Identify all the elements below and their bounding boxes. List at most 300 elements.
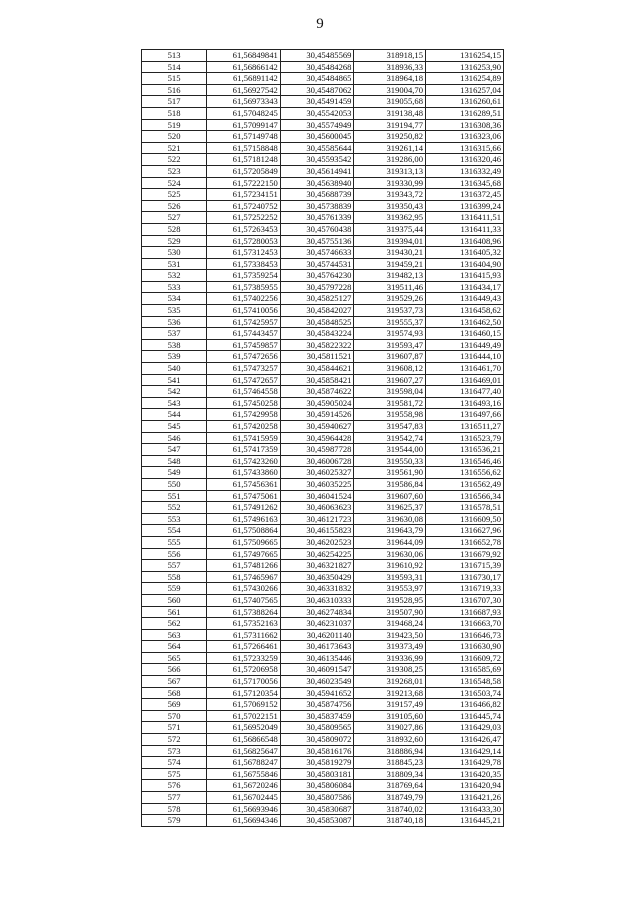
coord-b-cell: 30,45484865 xyxy=(280,73,354,85)
table-row xyxy=(142,200,504,212)
coord-b-cell: 30,45940627 xyxy=(280,421,354,433)
point-number-cell: 571 xyxy=(142,722,207,734)
coord-a-cell: 61,56952049 xyxy=(207,722,281,734)
table-row xyxy=(142,455,504,467)
point-number-cell: 518 xyxy=(142,107,207,119)
coord-b-cell: 30,46135446 xyxy=(280,652,354,664)
coord-b-cell: 30,45746633 xyxy=(280,247,354,259)
coord-y-cell: 1316730,17 xyxy=(426,571,504,583)
coord-y-cell: 1316254,15 xyxy=(426,50,504,62)
coord-x-cell: 318932,60 xyxy=(354,734,426,746)
coord-b-cell: 30,45819279 xyxy=(280,757,354,769)
point-number-cell: 554 xyxy=(142,525,207,537)
coord-a-cell: 61,57473257 xyxy=(207,363,281,375)
coord-x-cell: 319055,68 xyxy=(354,96,426,108)
coord-x-cell: 319138,48 xyxy=(354,107,426,119)
table-row xyxy=(142,386,504,398)
coord-y-cell: 1316257,04 xyxy=(426,84,504,96)
coord-b-cell: 30,46121723 xyxy=(280,513,354,525)
coord-a-cell: 61,57205849 xyxy=(207,165,281,177)
coord-y-cell: 1316646,73 xyxy=(426,629,504,641)
coord-a-cell: 61,56788247 xyxy=(207,757,281,769)
coord-a-cell: 61,57508864 xyxy=(207,525,281,537)
coord-y-cell: 1316460,15 xyxy=(426,328,504,340)
coord-b-cell: 30,45761339 xyxy=(280,212,354,224)
table-row xyxy=(142,618,504,630)
coord-a-cell: 61,57233259 xyxy=(207,652,281,664)
coord-b-cell: 30,45853087 xyxy=(280,815,354,827)
coord-a-cell: 61,57120354 xyxy=(207,687,281,699)
coord-a-cell: 61,57338453 xyxy=(207,258,281,270)
coord-x-cell: 319350,43 xyxy=(354,200,426,212)
coord-a-cell: 61,57415959 xyxy=(207,432,281,444)
coord-a-cell: 61,57266461 xyxy=(207,641,281,653)
table-row xyxy=(142,84,504,96)
coord-b-cell: 30,45797228 xyxy=(280,281,354,293)
point-number-cell: 561 xyxy=(142,606,207,618)
coord-y-cell: 1316462,50 xyxy=(426,316,504,328)
coord-a-cell: 61,57459857 xyxy=(207,339,281,351)
point-number-cell: 525 xyxy=(142,189,207,201)
coord-b-cell: 30,45614941 xyxy=(280,165,354,177)
point-number-cell: 557 xyxy=(142,560,207,572)
table-row xyxy=(142,513,504,525)
coord-x-cell: 319430,21 xyxy=(354,247,426,259)
coord-x-cell: 319586,84 xyxy=(354,478,426,490)
coord-x-cell: 318886,94 xyxy=(354,745,426,757)
table-row xyxy=(142,374,504,386)
coord-x-cell: 319550,33 xyxy=(354,455,426,467)
point-number-cell: 522 xyxy=(142,154,207,166)
coord-b-cell: 30,45941652 xyxy=(280,687,354,699)
coord-a-cell: 61,57465967 xyxy=(207,571,281,583)
coord-a-cell: 61,56694346 xyxy=(207,815,281,827)
point-number-cell: 566 xyxy=(142,664,207,676)
coord-b-cell: 30,45811521 xyxy=(280,351,354,363)
table-row xyxy=(142,652,504,664)
point-number-cell: 551 xyxy=(142,490,207,502)
table-row xyxy=(142,629,504,641)
coord-y-cell: 1316503,74 xyxy=(426,687,504,699)
point-number-cell: 546 xyxy=(142,432,207,444)
point-number-cell: 548 xyxy=(142,455,207,467)
point-number-cell: 569 xyxy=(142,699,207,711)
point-number-cell: 572 xyxy=(142,734,207,746)
coord-a-cell: 61,56720246 xyxy=(207,780,281,792)
coord-a-cell: 61,57206958 xyxy=(207,664,281,676)
coord-x-cell: 318749,79 xyxy=(354,792,426,804)
table-row xyxy=(142,154,504,166)
point-number-cell: 552 xyxy=(142,502,207,514)
page-number: 9 xyxy=(316,16,324,32)
coord-a-cell: 61,56693946 xyxy=(207,803,281,815)
point-number-cell: 519 xyxy=(142,119,207,131)
point-number-cell: 577 xyxy=(142,792,207,804)
coord-a-cell: 61,57240752 xyxy=(207,200,281,212)
table-row xyxy=(142,316,504,328)
point-number-cell: 553 xyxy=(142,513,207,525)
coord-x-cell: 319373,49 xyxy=(354,641,426,653)
coord-x-cell: 319213,68 xyxy=(354,687,426,699)
point-number-cell: 570 xyxy=(142,710,207,722)
coord-x-cell: 318918,15 xyxy=(354,50,426,62)
coord-b-cell: 30,45738839 xyxy=(280,200,354,212)
point-number-cell: 576 xyxy=(142,780,207,792)
point-number-cell: 547 xyxy=(142,444,207,456)
coord-b-cell: 30,45987728 xyxy=(280,444,354,456)
coord-a-cell: 61,57158848 xyxy=(207,142,281,154)
point-number-cell: 579 xyxy=(142,815,207,827)
coord-a-cell: 61,56825647 xyxy=(207,745,281,757)
coord-a-cell: 61,57491262 xyxy=(207,502,281,514)
point-number-cell: 556 xyxy=(142,548,207,560)
table-row xyxy=(142,757,504,769)
point-number-cell: 514 xyxy=(142,61,207,73)
table-row xyxy=(142,444,504,456)
table-row xyxy=(142,73,504,85)
coord-a-cell: 61,57149748 xyxy=(207,131,281,143)
coord-x-cell: 319004,70 xyxy=(354,84,426,96)
coord-a-cell: 61,57443457 xyxy=(207,328,281,340)
coord-x-cell: 319027,86 xyxy=(354,722,426,734)
coord-a-cell: 61,56866548 xyxy=(207,734,281,746)
coord-y-cell: 1316461,70 xyxy=(426,363,504,375)
coord-x-cell: 319558,98 xyxy=(354,409,426,421)
coord-y-cell: 1316445,21 xyxy=(426,815,504,827)
coord-b-cell: 30,45830687 xyxy=(280,803,354,815)
coord-x-cell: 318809,34 xyxy=(354,768,426,780)
coord-a-cell: 61,57481266 xyxy=(207,560,281,572)
point-number-cell: 578 xyxy=(142,803,207,815)
coord-b-cell: 30,46173643 xyxy=(280,641,354,653)
point-number-cell: 555 xyxy=(142,536,207,548)
coord-x-cell: 319607,87 xyxy=(354,351,426,363)
table-row xyxy=(142,641,504,653)
coord-y-cell: 1316562,49 xyxy=(426,478,504,490)
coord-b-cell: 30,45905024 xyxy=(280,397,354,409)
point-number-cell: 543 xyxy=(142,397,207,409)
point-number-cell: 544 xyxy=(142,409,207,421)
coord-y-cell: 1316449,49 xyxy=(426,339,504,351)
coord-y-cell: 1316466,82 xyxy=(426,699,504,711)
coord-a-cell: 61,56891142 xyxy=(207,73,281,85)
table-row xyxy=(142,281,504,293)
coord-a-cell: 61,57464558 xyxy=(207,386,281,398)
coord-y-cell: 1316411,51 xyxy=(426,212,504,224)
point-number-cell: 536 xyxy=(142,316,207,328)
coord-x-cell: 318740,18 xyxy=(354,815,426,827)
coord-x-cell: 319313,13 xyxy=(354,165,426,177)
coord-a-cell: 61,56927542 xyxy=(207,84,281,96)
coord-x-cell: 319286,00 xyxy=(354,154,426,166)
coord-x-cell: 319643,79 xyxy=(354,525,426,537)
coord-a-cell: 61,57099147 xyxy=(207,119,281,131)
coord-b-cell: 30,45843224 xyxy=(280,328,354,340)
coord-a-cell: 61,57280053 xyxy=(207,235,281,247)
coord-a-cell: 61,57170056 xyxy=(207,676,281,688)
point-number-cell: 564 xyxy=(142,641,207,653)
coord-b-cell: 30,45744531 xyxy=(280,258,354,270)
coord-y-cell: 1316609,50 xyxy=(426,513,504,525)
table-row xyxy=(142,235,504,247)
coord-b-cell: 30,45542053 xyxy=(280,107,354,119)
coord-x-cell: 319555,37 xyxy=(354,316,426,328)
coord-a-cell: 61,57022151 xyxy=(207,710,281,722)
table-row xyxy=(142,119,504,131)
coord-y-cell: 1316687,93 xyxy=(426,606,504,618)
coord-a-cell: 61,57456361 xyxy=(207,478,281,490)
point-number-cell: 523 xyxy=(142,165,207,177)
coord-y-cell: 1316411,33 xyxy=(426,223,504,235)
table-row xyxy=(142,142,504,154)
coord-x-cell: 319330,99 xyxy=(354,177,426,189)
coord-b-cell: 30,46331832 xyxy=(280,583,354,595)
table-row xyxy=(142,664,504,676)
table-row xyxy=(142,61,504,73)
coord-x-cell: 319574,93 xyxy=(354,328,426,340)
coord-a-cell: 61,57433860 xyxy=(207,467,281,479)
coord-y-cell: 1316627,96 xyxy=(426,525,504,537)
coord-b-cell: 30,45816176 xyxy=(280,745,354,757)
point-number-cell: 545 xyxy=(142,421,207,433)
coord-a-cell: 61,57352163 xyxy=(207,618,281,630)
coord-y-cell: 1316630,90 xyxy=(426,641,504,653)
coord-x-cell: 319644,09 xyxy=(354,536,426,548)
coord-x-cell: 319423,50 xyxy=(354,629,426,641)
coord-x-cell: 318740,02 xyxy=(354,803,426,815)
table-row xyxy=(142,490,504,502)
point-number-cell: 575 xyxy=(142,768,207,780)
table-row xyxy=(142,710,504,722)
coord-y-cell: 1316323,06 xyxy=(426,131,504,143)
coord-y-cell: 1316415,93 xyxy=(426,270,504,282)
coord-y-cell: 1316444,10 xyxy=(426,351,504,363)
coord-y-cell: 1316707,30 xyxy=(426,594,504,606)
coord-y-cell: 1316420,94 xyxy=(426,780,504,792)
point-number-cell: 513 xyxy=(142,50,207,62)
coord-b-cell: 30,46202523 xyxy=(280,536,354,548)
table-row xyxy=(142,815,504,827)
coord-b-cell: 30,45825127 xyxy=(280,293,354,305)
coord-b-cell: 30,45809565 xyxy=(280,722,354,734)
coord-y-cell: 1316308,36 xyxy=(426,119,504,131)
point-number-cell: 515 xyxy=(142,73,207,85)
coord-y-cell: 1316609,72 xyxy=(426,652,504,664)
coord-x-cell: 319482,13 xyxy=(354,270,426,282)
point-number-cell: 531 xyxy=(142,258,207,270)
coord-b-cell: 30,46025327 xyxy=(280,467,354,479)
coord-b-cell: 30,46201140 xyxy=(280,629,354,641)
coord-y-cell: 1316253,90 xyxy=(426,61,504,73)
coord-a-cell: 61,57407565 xyxy=(207,594,281,606)
coord-y-cell: 1316429,14 xyxy=(426,745,504,757)
point-number-cell: 534 xyxy=(142,293,207,305)
coord-y-cell: 1316429,03 xyxy=(426,722,504,734)
coord-x-cell: 319608,12 xyxy=(354,363,426,375)
coord-b-cell: 30,45484268 xyxy=(280,61,354,73)
coord-x-cell: 319607,60 xyxy=(354,490,426,502)
coord-b-cell: 30,46155823 xyxy=(280,525,354,537)
coord-y-cell: 1316715,39 xyxy=(426,560,504,572)
coord-x-cell: 319511,46 xyxy=(354,281,426,293)
coord-y-cell: 1316469,01 xyxy=(426,374,504,386)
coord-b-cell: 30,45803181 xyxy=(280,768,354,780)
point-number-cell: 540 xyxy=(142,363,207,375)
point-number-cell: 521 xyxy=(142,142,207,154)
point-number-cell: 565 xyxy=(142,652,207,664)
coord-y-cell: 1316404,90 xyxy=(426,258,504,270)
point-number-cell: 542 xyxy=(142,386,207,398)
table-row xyxy=(142,107,504,119)
point-number-cell: 539 xyxy=(142,351,207,363)
coord-x-cell: 319607,27 xyxy=(354,374,426,386)
table-row xyxy=(142,421,504,433)
coord-y-cell: 1316254,89 xyxy=(426,73,504,85)
coord-a-cell: 61,56702445 xyxy=(207,792,281,804)
point-number-cell: 520 xyxy=(142,131,207,143)
coord-b-cell: 30,45764230 xyxy=(280,270,354,282)
table-row xyxy=(142,478,504,490)
coord-y-cell: 1316458,62 xyxy=(426,305,504,317)
coord-a-cell: 61,57423260 xyxy=(207,455,281,467)
coord-x-cell: 318964,18 xyxy=(354,73,426,85)
table-row xyxy=(142,560,504,572)
coord-a-cell: 61,57410056 xyxy=(207,305,281,317)
coord-y-cell: 1316546,46 xyxy=(426,455,504,467)
table-row xyxy=(142,594,504,606)
point-number-cell: 573 xyxy=(142,745,207,757)
coord-y-cell: 1316426,47 xyxy=(426,734,504,746)
coord-x-cell: 319468,24 xyxy=(354,618,426,630)
coord-b-cell: 30,46350429 xyxy=(280,571,354,583)
coord-a-cell: 61,57388264 xyxy=(207,606,281,618)
table-row xyxy=(142,502,504,514)
coord-x-cell: 319542,74 xyxy=(354,432,426,444)
coord-x-cell: 319630,06 xyxy=(354,548,426,560)
point-number-cell: 517 xyxy=(142,96,207,108)
coord-a-cell: 61,57417359 xyxy=(207,444,281,456)
point-number-cell: 550 xyxy=(142,478,207,490)
point-number-cell: 538 xyxy=(142,339,207,351)
table-row xyxy=(142,397,504,409)
coord-b-cell: 30,46254225 xyxy=(280,548,354,560)
coord-b-cell: 30,45574949 xyxy=(280,119,354,131)
coord-x-cell: 319157,49 xyxy=(354,699,426,711)
coord-y-cell: 1316434,17 xyxy=(426,281,504,293)
coord-y-cell: 1316493,16 xyxy=(426,397,504,409)
table-row xyxy=(142,328,504,340)
coord-x-cell: 319610,92 xyxy=(354,560,426,572)
point-number-cell: 537 xyxy=(142,328,207,340)
table-row xyxy=(142,432,504,444)
coord-a-cell: 61,57181248 xyxy=(207,154,281,166)
coord-b-cell: 30,45487062 xyxy=(280,84,354,96)
coord-y-cell: 1316320,46 xyxy=(426,154,504,166)
coord-b-cell: 30,46274834 xyxy=(280,606,354,618)
coord-y-cell: 1316449,43 xyxy=(426,293,504,305)
point-number-cell: 541 xyxy=(142,374,207,386)
point-number-cell: 560 xyxy=(142,594,207,606)
table-row xyxy=(142,768,504,780)
table-row xyxy=(142,339,504,351)
point-number-cell: 529 xyxy=(142,235,207,247)
coord-b-cell: 30,46035225 xyxy=(280,478,354,490)
table-row xyxy=(142,792,504,804)
table-row xyxy=(142,177,504,189)
table-row xyxy=(142,745,504,757)
coord-a-cell: 61,57497665 xyxy=(207,548,281,560)
coord-y-cell: 1316523,79 xyxy=(426,432,504,444)
coord-a-cell: 61,57222150 xyxy=(207,177,281,189)
coord-b-cell: 30,46023549 xyxy=(280,676,354,688)
coord-y-cell: 1316445,74 xyxy=(426,710,504,722)
coord-y-cell: 1316289,51 xyxy=(426,107,504,119)
point-number-cell: 527 xyxy=(142,212,207,224)
point-number-cell: 535 xyxy=(142,305,207,317)
point-number-cell: 562 xyxy=(142,618,207,630)
coord-b-cell: 30,45874756 xyxy=(280,699,354,711)
coord-b-cell: 30,45491459 xyxy=(280,96,354,108)
table-row xyxy=(142,583,504,595)
table-row xyxy=(142,247,504,259)
coord-a-cell: 61,57509665 xyxy=(207,536,281,548)
coord-y-cell: 1316421,26 xyxy=(426,792,504,804)
coord-x-cell: 319593,31 xyxy=(354,571,426,583)
coord-x-cell: 318845,23 xyxy=(354,757,426,769)
point-number-cell: 559 xyxy=(142,583,207,595)
coord-b-cell: 30,45822322 xyxy=(280,339,354,351)
point-number-cell: 533 xyxy=(142,281,207,293)
table-row xyxy=(142,525,504,537)
coord-b-cell: 30,46231037 xyxy=(280,618,354,630)
coord-x-cell: 319561,90 xyxy=(354,467,426,479)
coord-b-cell: 30,45688739 xyxy=(280,189,354,201)
table-row xyxy=(142,409,504,421)
coord-b-cell: 30,45593542 xyxy=(280,154,354,166)
table-row xyxy=(142,676,504,688)
coord-b-cell: 30,45964428 xyxy=(280,432,354,444)
coord-b-cell: 30,46321827 xyxy=(280,560,354,572)
coord-a-cell: 61,57069152 xyxy=(207,699,281,711)
coord-b-cell: 30,45600045 xyxy=(280,131,354,143)
table-row xyxy=(142,293,504,305)
coord-a-cell: 61,57312453 xyxy=(207,247,281,259)
coord-b-cell: 30,45842027 xyxy=(280,305,354,317)
coord-y-cell: 1316332,49 xyxy=(426,165,504,177)
table-row xyxy=(142,803,504,815)
coord-b-cell: 30,45806084 xyxy=(280,780,354,792)
coord-y-cell: 1316420,35 xyxy=(426,768,504,780)
table-row xyxy=(142,548,504,560)
table-row xyxy=(142,780,504,792)
point-number-cell: 574 xyxy=(142,757,207,769)
coord-y-cell: 1316652,78 xyxy=(426,536,504,548)
coord-b-cell: 30,45848525 xyxy=(280,316,354,328)
point-number-cell: 563 xyxy=(142,629,207,641)
table-row xyxy=(142,687,504,699)
table-row xyxy=(142,258,504,270)
coord-y-cell: 1316663,70 xyxy=(426,618,504,630)
coord-y-cell: 1316260,61 xyxy=(426,96,504,108)
coord-y-cell: 1316679,92 xyxy=(426,548,504,560)
coord-a-cell: 61,57425957 xyxy=(207,316,281,328)
table-row xyxy=(142,270,504,282)
coord-a-cell: 61,57402256 xyxy=(207,293,281,305)
coord-x-cell: 319250,82 xyxy=(354,131,426,143)
coord-x-cell: 319625,37 xyxy=(354,502,426,514)
point-number-cell: 526 xyxy=(142,200,207,212)
coord-b-cell: 30,45858421 xyxy=(280,374,354,386)
